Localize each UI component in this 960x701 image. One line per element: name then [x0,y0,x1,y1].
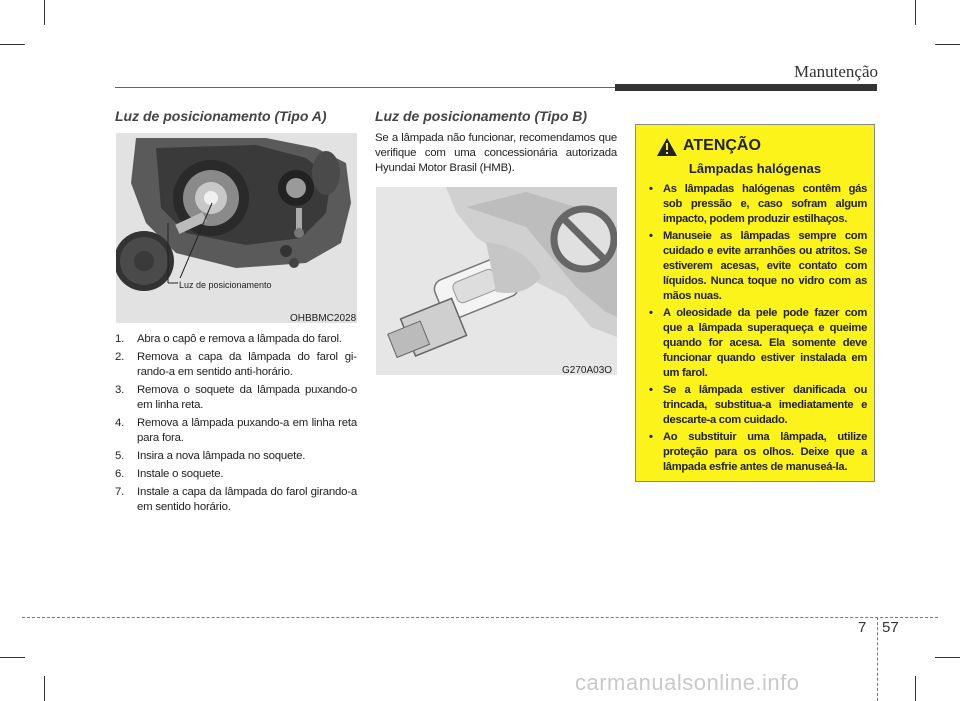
list-item [115,467,357,482]
watermark: carmanualsonline.info [575,670,800,695]
footer-rule [22,617,938,618]
header-rule [115,87,615,88]
step-text: Remova o soquete da lâmpada puxando-o em linha reta. [137,384,357,411]
chapter-number: 7 [858,619,867,636]
step-text: Insira a nova lâmpada no soquete. [137,450,306,462]
crop-mark [0,44,25,45]
step-text: Abra o capô e remova a lâmpada do farol. [137,333,342,345]
instruction-list [115,332,357,518]
section-title-type-a: Luz de posicionamento (Tipo A) [115,108,327,124]
bulb-figure [376,187,617,375]
warning-item [647,383,867,428]
headlamp-figure [116,133,357,323]
bulb-hand-illustration [376,187,617,375]
crop-mark [935,44,960,45]
warning-item [647,182,867,227]
bullet: • [649,230,653,242]
warning-item [647,306,867,381]
section-title-type-b: Luz de posicionamento (Tipo B) [375,108,588,124]
bullet: • [649,307,653,319]
figure-label: Luz de posicionamento [179,280,272,290]
crop-mark [915,676,916,701]
list-item [115,416,357,446]
list-item [115,449,357,464]
warning-title: ATENÇÃO [683,137,761,154]
step-text: Remova a capa da lâmpada do farol girando-a em sentido anti-horário. [137,351,357,378]
warning-item [647,430,867,475]
step-number: 7. [115,486,125,498]
warning-text: Se a lâmpada estiver danificada ou trincada, substitua-a imediatamente e descarte-a com cuidado. [663,384,867,426]
warning-text: A oleosidade da pele pode fazer com que a lâmpada superaqueça e queime quando for acesa. Ela somente deve funcionar quando estiver instalada em um farol. [663,307,867,379]
step-number: 3. [115,384,125,396]
list-item [115,383,357,413]
warning-item [647,229,867,304]
crop-mark [935,657,960,658]
crop-mark [0,657,25,658]
step-text: Instale a capa da lâmpada do farol girando-a em sentido horário. [137,486,357,513]
step-text: Instale o soquete. [137,468,224,480]
step-number: 6. [115,468,125,480]
figure-code-b: G270A03O [562,365,613,376]
warning-text: Manuseie as lâmpadas sempre com cuidado e evite arranhões ou atritos. Se estiverem acesas, evite contato com líquidos. Nunca toque no vidro com as mãos nuas. [663,230,867,302]
step-text: Remova a lâmpada puxando-a em linha reta para fora. [137,417,357,444]
step-number: 2. [115,351,125,363]
page-number: 57 [882,619,899,636]
warning-triangle-icon [656,137,678,157]
header-title: Manutenção [793,62,878,81]
bullet: • [649,384,653,396]
list-item [115,485,357,515]
figure-code-a: OHBBMC2028 [290,313,357,324]
header-bar [615,84,877,91]
crop-mark [44,676,45,701]
warning-list [647,182,867,477]
warning-text: As lâmpadas halógenas contêm gás sob pressão e, caso sofram algum impacto, podem produzir estilhaços. [663,183,867,225]
warning-subtitle: Lâmpadas halógenas [688,161,822,176]
crop-mark [915,0,916,25]
bullet: • [649,431,653,443]
step-number: 4. [115,417,125,429]
list-item [115,350,357,380]
bullet: • [649,183,653,195]
warning-box [635,124,875,482]
headlamp-illustration [116,133,357,323]
intro-paragraph: Se a lâmpada não funcionar, recomendamos que verifique com uma concessionária autorizada Hyundai Motor Brasil (HMB). [375,132,617,174]
crop-mark [44,0,45,25]
list-item [115,332,357,347]
step-number: 5. [115,450,125,462]
footer-divider [877,617,878,701]
warning-text: Ao substituir uma lâmpada, utilize proteção para os olhos. Deixe que a lâmpada esfrie antes de manuseá-la. [663,431,867,473]
step-number: 1. [115,333,125,345]
